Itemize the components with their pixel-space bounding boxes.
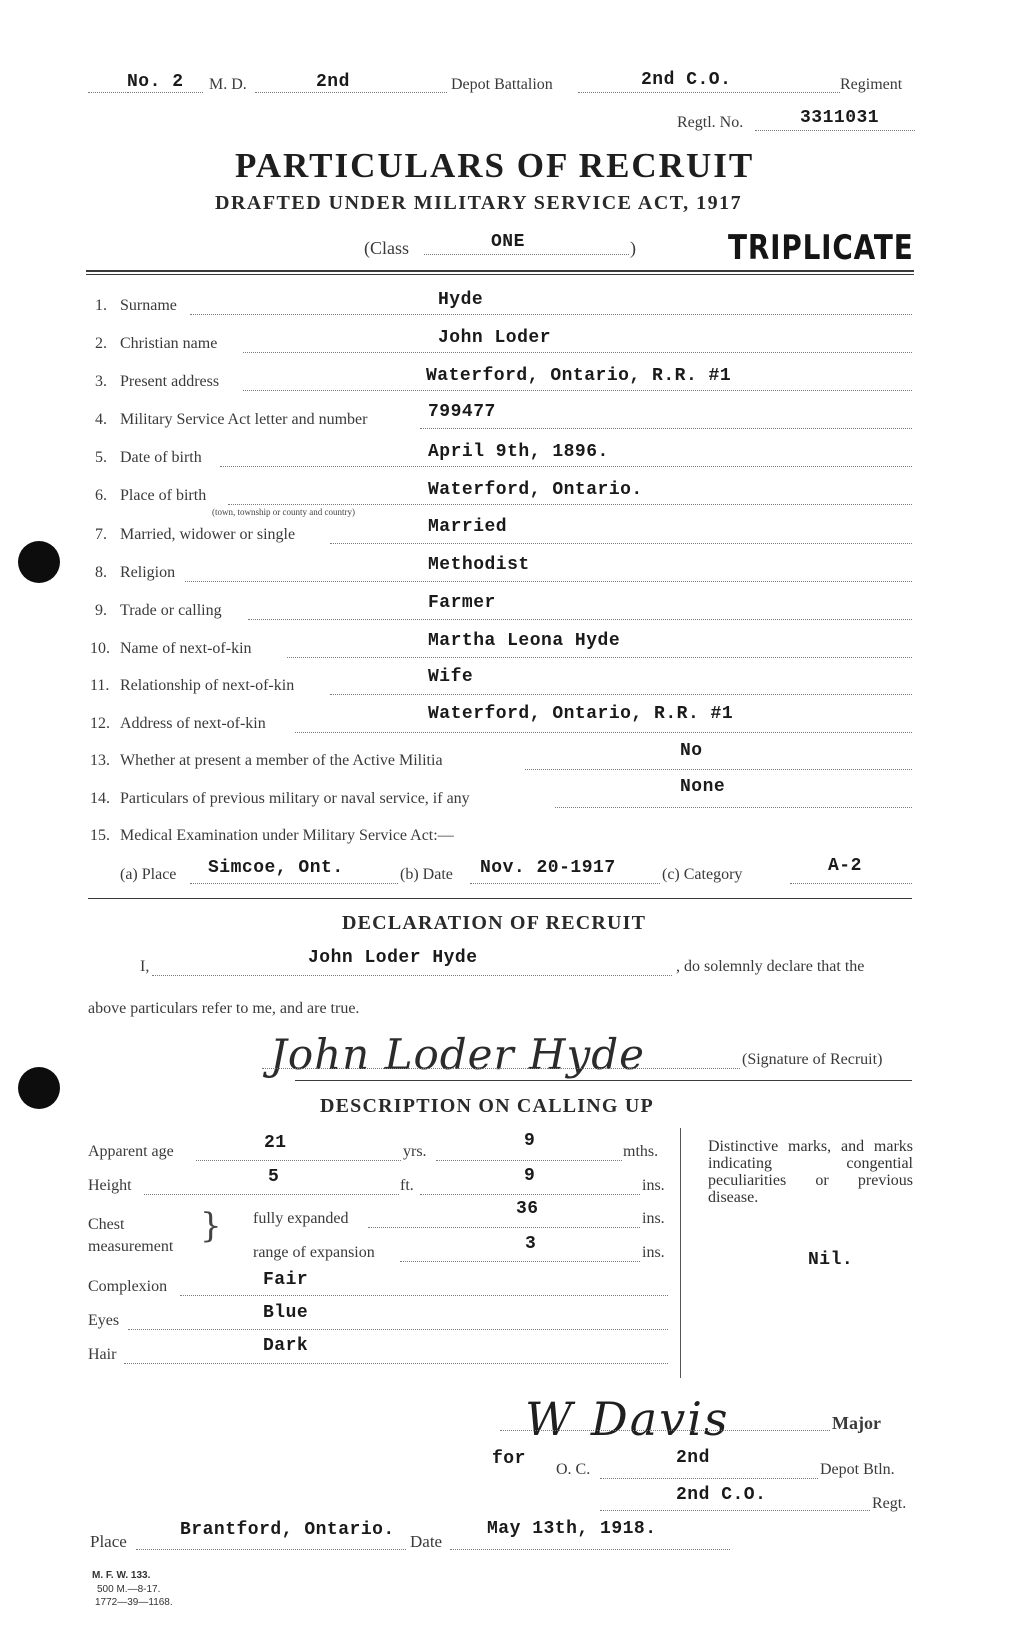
class-close: ) xyxy=(630,238,636,258)
field-number: 3. xyxy=(95,373,107,390)
officer-regt-label: Regt. xyxy=(872,1495,907,1512)
declaration-name: John Loder Hyde xyxy=(308,948,478,968)
field-value: April 9th, 1896. xyxy=(428,442,609,462)
date-label: Date xyxy=(410,1532,443,1551)
place-value: Brantford, Ontario. xyxy=(180,1520,395,1540)
class-value: ONE xyxy=(491,232,525,252)
field-value: Waterford, Ontario. xyxy=(428,480,643,500)
field-value: Hyde xyxy=(438,290,484,310)
field-number: 11. xyxy=(90,677,110,694)
eyes-value: Blue xyxy=(263,1303,309,1323)
mths-label: mths. xyxy=(623,1143,659,1160)
title-rule xyxy=(86,270,914,272)
regtl-value: 3311031 xyxy=(800,108,880,128)
height-label: Height xyxy=(88,1177,132,1194)
field-label: Place of birth xyxy=(120,487,207,504)
field-number: 4. xyxy=(95,411,107,428)
md-number: No. 2 xyxy=(127,72,184,92)
field-number: 7. xyxy=(95,526,107,543)
field-number: 2. xyxy=(95,335,107,352)
field-value: Martha Leona Hyde xyxy=(428,631,621,651)
field-label: Particulars of previous military or naval service, if any xyxy=(120,790,470,807)
for-label: for xyxy=(492,1449,526,1469)
field-number: 1. xyxy=(95,297,107,314)
field-number: 10. xyxy=(90,640,110,657)
md-label: M. D. xyxy=(209,76,247,93)
print-line-2: 1772—39—1168. xyxy=(95,1597,173,1608)
declaration-line2: above particulars refer to me, and are true. xyxy=(88,1000,360,1017)
field-number: 9. xyxy=(95,602,107,619)
distinctive-marks-value: Nil. xyxy=(808,1250,854,1270)
regiment-label: Regiment xyxy=(840,76,903,93)
section-rule-1 xyxy=(88,898,912,899)
officer-signature: W Davis xyxy=(525,1392,730,1446)
medical-category-label: (c) Category xyxy=(662,866,743,883)
section-rule-2 xyxy=(295,1080,912,1081)
oc-label: O. C. xyxy=(556,1461,591,1478)
field-label: Whether at present a member of the Active Militia xyxy=(120,752,443,769)
medical-date-value: Nov. 20-1917 xyxy=(480,858,616,878)
punch-hole-top xyxy=(18,541,60,583)
hair-label: Hair xyxy=(88,1346,117,1363)
field-label: Surname xyxy=(120,297,177,314)
triplicate-stamp: TRIPLICATE xyxy=(728,228,914,268)
range-ins-label: ins. xyxy=(642,1244,665,1261)
field-value: John Loder xyxy=(438,328,552,348)
field-label: Name of next-of-kin xyxy=(120,640,252,657)
eyes-label: Eyes xyxy=(88,1312,120,1329)
description-divider xyxy=(680,1128,681,1378)
regtl-label: Regtl. No. xyxy=(677,114,744,131)
print-line-1: 500 M.—8-17. xyxy=(97,1584,161,1595)
depot-value: 2nd xyxy=(316,72,350,92)
declaration-i: I, xyxy=(140,958,150,975)
field-label: Present address xyxy=(120,373,220,390)
officer-depot-label: Depot Btln. xyxy=(820,1461,895,1478)
medical-place-value: Simcoe, Ont. xyxy=(208,858,344,878)
height-ins-label: ins. xyxy=(642,1177,665,1194)
declaration-heading: DECLARATION OF RECRUIT xyxy=(342,912,647,934)
complexion-label: Complexion xyxy=(88,1278,168,1295)
ft-label: ft. xyxy=(400,1177,414,1194)
height-ins: 9 xyxy=(524,1166,536,1186)
field-number: 14. xyxy=(90,790,110,807)
place-label: Place xyxy=(90,1532,127,1551)
field-value: Waterford, Ontario, R.R. #1 xyxy=(428,704,734,724)
hair-value: Dark xyxy=(263,1336,309,1356)
field-value: None xyxy=(680,777,726,797)
distinctive-marks-note: Distinctive marks, and marks indicating congential peculiarities or previous disease. xyxy=(708,1138,913,1206)
field-value: No xyxy=(680,741,703,761)
title-rule-thin xyxy=(86,274,914,275)
complexion-value: Fair xyxy=(263,1270,309,1290)
field-label: Address of next-of-kin xyxy=(120,715,266,732)
date-value: May 13th, 1918. xyxy=(487,1519,657,1539)
field-value: Methodist xyxy=(428,555,530,575)
field-number: 8. xyxy=(95,564,107,581)
field-label: Married, widower or single xyxy=(120,526,296,543)
field-number: 6. xyxy=(95,487,107,504)
description-heading: DESCRIPTION ON CALLING UP xyxy=(320,1095,654,1117)
officer-rank: Major xyxy=(832,1413,881,1433)
medical-place-label: (a) Place xyxy=(120,866,177,883)
punch-hole-bottom xyxy=(18,1067,60,1109)
field-label: Christian name xyxy=(120,335,218,352)
medical-date-label: (b) Date xyxy=(400,866,453,883)
fully-ins-label: ins. xyxy=(642,1210,665,1227)
depot-label: Depot Battalion xyxy=(451,76,553,93)
height-ft: 5 xyxy=(268,1167,280,1187)
chest-label-2: measurement xyxy=(88,1238,174,1255)
chest-label: Chest xyxy=(88,1216,125,1233)
regiment-value: 2nd C.O. xyxy=(641,70,732,90)
field-hint: (town, township or county and country) xyxy=(212,507,355,517)
field-label: Medical Examination under Military Service Act:— xyxy=(120,827,454,844)
class-open: (Class xyxy=(364,238,409,258)
field-number: 5. xyxy=(95,449,107,466)
officer-regt-value: 2nd C.O. xyxy=(676,1485,767,1505)
form-subtitle: DRAFTED UNDER MILITARY SERVICE ACT, 1917 xyxy=(215,192,743,214)
age-years: 21 xyxy=(264,1133,287,1153)
field-number: 13. xyxy=(90,752,110,769)
field-value: 799477 xyxy=(428,402,496,422)
fully-label: fully expanded xyxy=(253,1210,349,1227)
field-value: Married xyxy=(428,517,508,537)
field-value: Waterford, Ontario, R.R. #1 xyxy=(426,366,732,386)
field-label: Relationship of next-of-kin xyxy=(120,677,295,694)
field-value: Farmer xyxy=(428,593,496,613)
yrs-label: yrs. xyxy=(403,1143,427,1160)
field-label: Religion xyxy=(120,564,176,581)
field-label: Military Service Act letter and number xyxy=(120,411,368,428)
range-value: 3 xyxy=(525,1234,537,1254)
form-title: PARTICULARS OF RECRUIT xyxy=(235,146,755,185)
field-value: Wife xyxy=(428,667,474,687)
field-number: 15. xyxy=(90,827,110,844)
age-months: 9 xyxy=(524,1131,536,1151)
declaration-text: , do solemnly declare that the xyxy=(676,958,865,975)
officer-depot-value: 2nd xyxy=(676,1448,710,1468)
field-label: Trade or calling xyxy=(120,602,222,619)
form-code: M. F. W. 133. xyxy=(92,1570,151,1581)
signature-label: (Signature of Recruit) xyxy=(742,1051,883,1068)
age-label: Apparent age xyxy=(88,1143,174,1160)
field-number: 12. xyxy=(90,715,110,732)
fully-value: 36 xyxy=(516,1199,539,1219)
recruit-signature: John Loder Hyde xyxy=(270,1030,646,1079)
range-label: range of expansion xyxy=(253,1244,375,1261)
chest-brace: } xyxy=(200,1206,222,1246)
medical-category-value: A-2 xyxy=(828,856,862,876)
field-label: Date of birth xyxy=(120,449,202,466)
